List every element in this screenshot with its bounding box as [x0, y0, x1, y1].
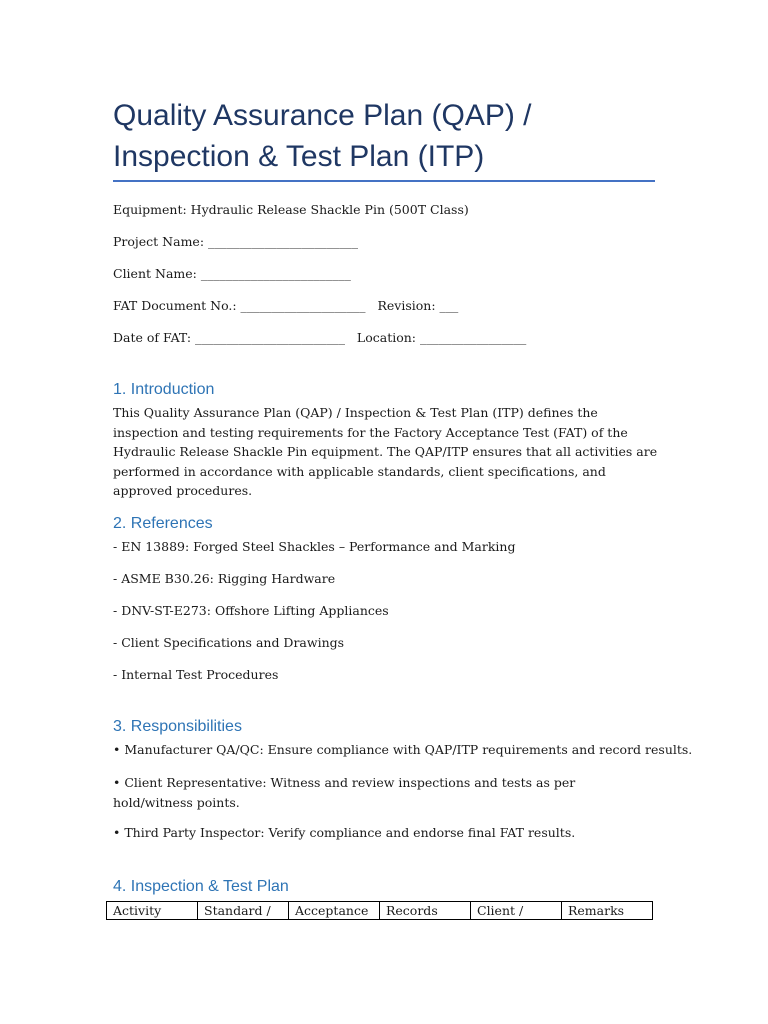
column-header-activity: Activity: [107, 902, 198, 920]
reference-item: - Client Specifications and Drawings: [113, 635, 345, 650]
table-header-row: [107, 902, 653, 920]
itp-heading: 4. Inspection & Test Plan: [113, 878, 289, 895]
column-header-remarks: Remarks: [562, 902, 653, 920]
introduction-heading: 1. Introduction: [113, 381, 215, 398]
itp-table: [106, 901, 653, 920]
equipment-line: Equipment: Hydraulic Release Shackle Pin (500T Class): [113, 202, 469, 217]
reference-item: - EN 13889: Forged Steel Shackles – Performance and Marking: [113, 539, 516, 554]
responsibility-item: • Client Representative: Witness and review inspections and tests as per hold/witness points.: [113, 775, 576, 810]
references-heading: 2. References: [113, 515, 213, 532]
title-line-2: Inspection & Test Plan (ITP): [113, 140, 485, 173]
column-header-standard: Standard /: [198, 902, 289, 920]
title-line-1: Quality Assurance Plan (QAP) /: [113, 99, 532, 132]
fat-document-field: FAT Document No.: ____________________ Revision: ___: [113, 298, 459, 313]
column-header-records: Records: [380, 902, 471, 920]
responsibility-item: • Third Party Inspector: Verify compliance and endorse final FAT results.: [113, 825, 576, 840]
column-header-acceptance: Acceptance: [289, 902, 380, 920]
document-title: [113, 95, 673, 177]
title-underline: [113, 180, 655, 182]
responsibility-item: • Manufacturer QA/QC: Ensure compliance with QAP/ITP requirements and record results.: [113, 742, 693, 757]
reference-item: - ASME B30.26: Rigging Hardware: [113, 571, 336, 586]
column-header-client: Client /: [471, 902, 562, 920]
client-name-field: Client Name: ________________________: [113, 266, 351, 281]
date-location-field: Date of FAT: ________________________ Location: _________________: [113, 330, 527, 345]
reference-item: - DNV-ST-E273: Offshore Lifting Appliances: [113, 603, 389, 618]
project-name-field: Project Name: ________________________: [113, 234, 359, 249]
introduction-paragraph: This Quality Assurance Plan (QAP) / Inspection & Test Plan (ITP) defines the inspection and testing requirements for the Factory Acceptance Test (FAT) of the Hydraulic Release Shackle Pin equipment. The QAP/ITP ensures that all activities are performed in accordance with applicable standards, client specifications, and approved procedures.: [113, 405, 658, 498]
reference-item: - Internal Test Procedures: [113, 667, 279, 682]
responsibilities-heading: 3. Responsibilities: [113, 718, 242, 735]
